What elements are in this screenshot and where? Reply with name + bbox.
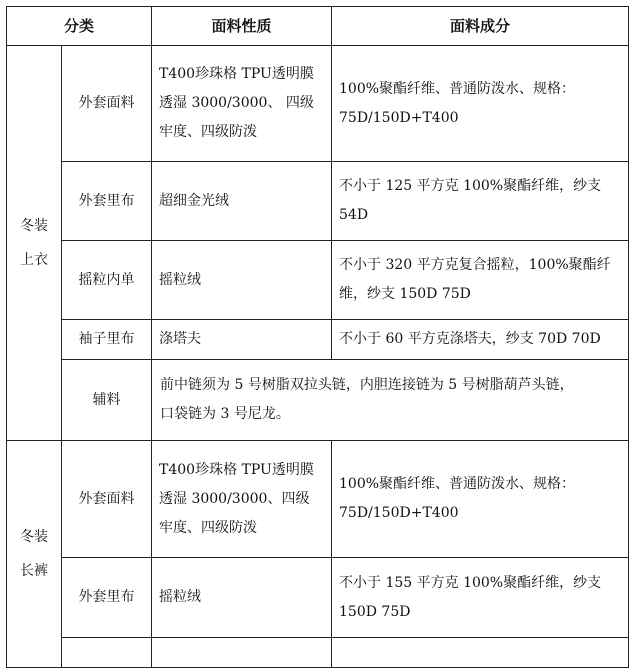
table-row [7, 46, 629, 162]
text-line: 不小于 320 平方克复合摇粒，100%聚酯纤 [339, 257, 611, 273]
text-line: 不小于 125 平方克 100%聚酯纤维，纱支 [339, 178, 602, 194]
table-row [7, 320, 629, 360]
text-line: 75D/150D+T400 [339, 109, 459, 126]
header-row [7, 7, 629, 46]
composition-cell [332, 241, 629, 320]
text-line: 牢度、四级防泼 [159, 124, 258, 140]
text-line: 牢度、四级防泼 [159, 519, 258, 536]
table-row [7, 162, 629, 241]
property-cell [152, 46, 332, 162]
composition-cell [332, 638, 629, 668]
header-category: 分类 [7, 7, 152, 46]
item-cell: 辅料 [62, 360, 152, 441]
merged-cell [152, 360, 629, 441]
text-line: 100%聚酯纤维、普通防泼水、规格： [339, 80, 576, 97]
header-composition: 面料成分 [332, 7, 629, 46]
text-line: 涤塔夫 [159, 331, 202, 347]
category-cell [7, 441, 62, 668]
table-row [7, 638, 629, 668]
item-cell: 摇粒内单 [62, 241, 152, 320]
category-line: 冬装 [20, 218, 48, 234]
text-line: 透湿 3000/3000、 四级 [159, 95, 314, 111]
text-line: 不小于 60 平方克涤塔夫，纱支 70D 70D [339, 331, 601, 347]
text-line: 54D [339, 207, 369, 223]
table-row [7, 241, 629, 320]
item-cell: 外套面料 [62, 441, 152, 558]
composition-cell [332, 46, 629, 162]
composition-cell [332, 320, 629, 360]
category-line: 冬装 [20, 529, 48, 545]
text-line: 75D/150D+T400 [339, 505, 459, 521]
text-line: 透湿 3000/3000、四级 [159, 490, 310, 507]
table-row [7, 558, 629, 638]
composition-cell [332, 162, 629, 241]
text-line: 150D 75D [339, 603, 411, 620]
text-line: 超细金光绒 [159, 192, 230, 209]
property-cell [152, 162, 332, 241]
item-cell: 袖子里布 [62, 320, 152, 360]
table-row [7, 360, 629, 441]
fabric-spec-table [6, 6, 629, 668]
header-property: 面料性质 [152, 7, 332, 46]
text-line: 前中链须为 5 号树脂双拉头链，内胆连接链为 5 号树脂葫芦头链， [160, 377, 574, 393]
property-cell [152, 638, 332, 668]
property-cell [152, 558, 332, 638]
category-line: 上衣 [20, 252, 48, 268]
property-cell [152, 441, 332, 558]
item-cell [62, 638, 152, 668]
text-line: 口袋链为 3 号尼龙。 [160, 406, 290, 422]
item-cell: 外套里布 [62, 558, 152, 638]
category-line: 长裤 [20, 563, 48, 579]
category-cell [7, 46, 62, 441]
text-line: 不小于 155 平方克 100%聚酯纤维，纱支 [339, 574, 602, 591]
text-line: 维，纱支 150D 75D [339, 286, 471, 302]
item-cell: 外套面料 [62, 46, 152, 162]
property-cell [152, 241, 332, 320]
text-line: 摇粒绒 [159, 589, 202, 605]
composition-cell [332, 558, 629, 638]
composition-cell [332, 441, 629, 558]
text-line: 100%聚酯纤维、普通防泼水、规格： [339, 476, 576, 492]
text-line: T400珍珠格 TPU透明膜 [159, 66, 314, 82]
text-line: T400珍珠格 TPU透明膜 [159, 461, 314, 478]
property-cell [152, 320, 332, 360]
text-line: 摇粒绒 [159, 271, 202, 288]
table-row [7, 441, 629, 558]
item-cell: 外套里布 [62, 162, 152, 241]
